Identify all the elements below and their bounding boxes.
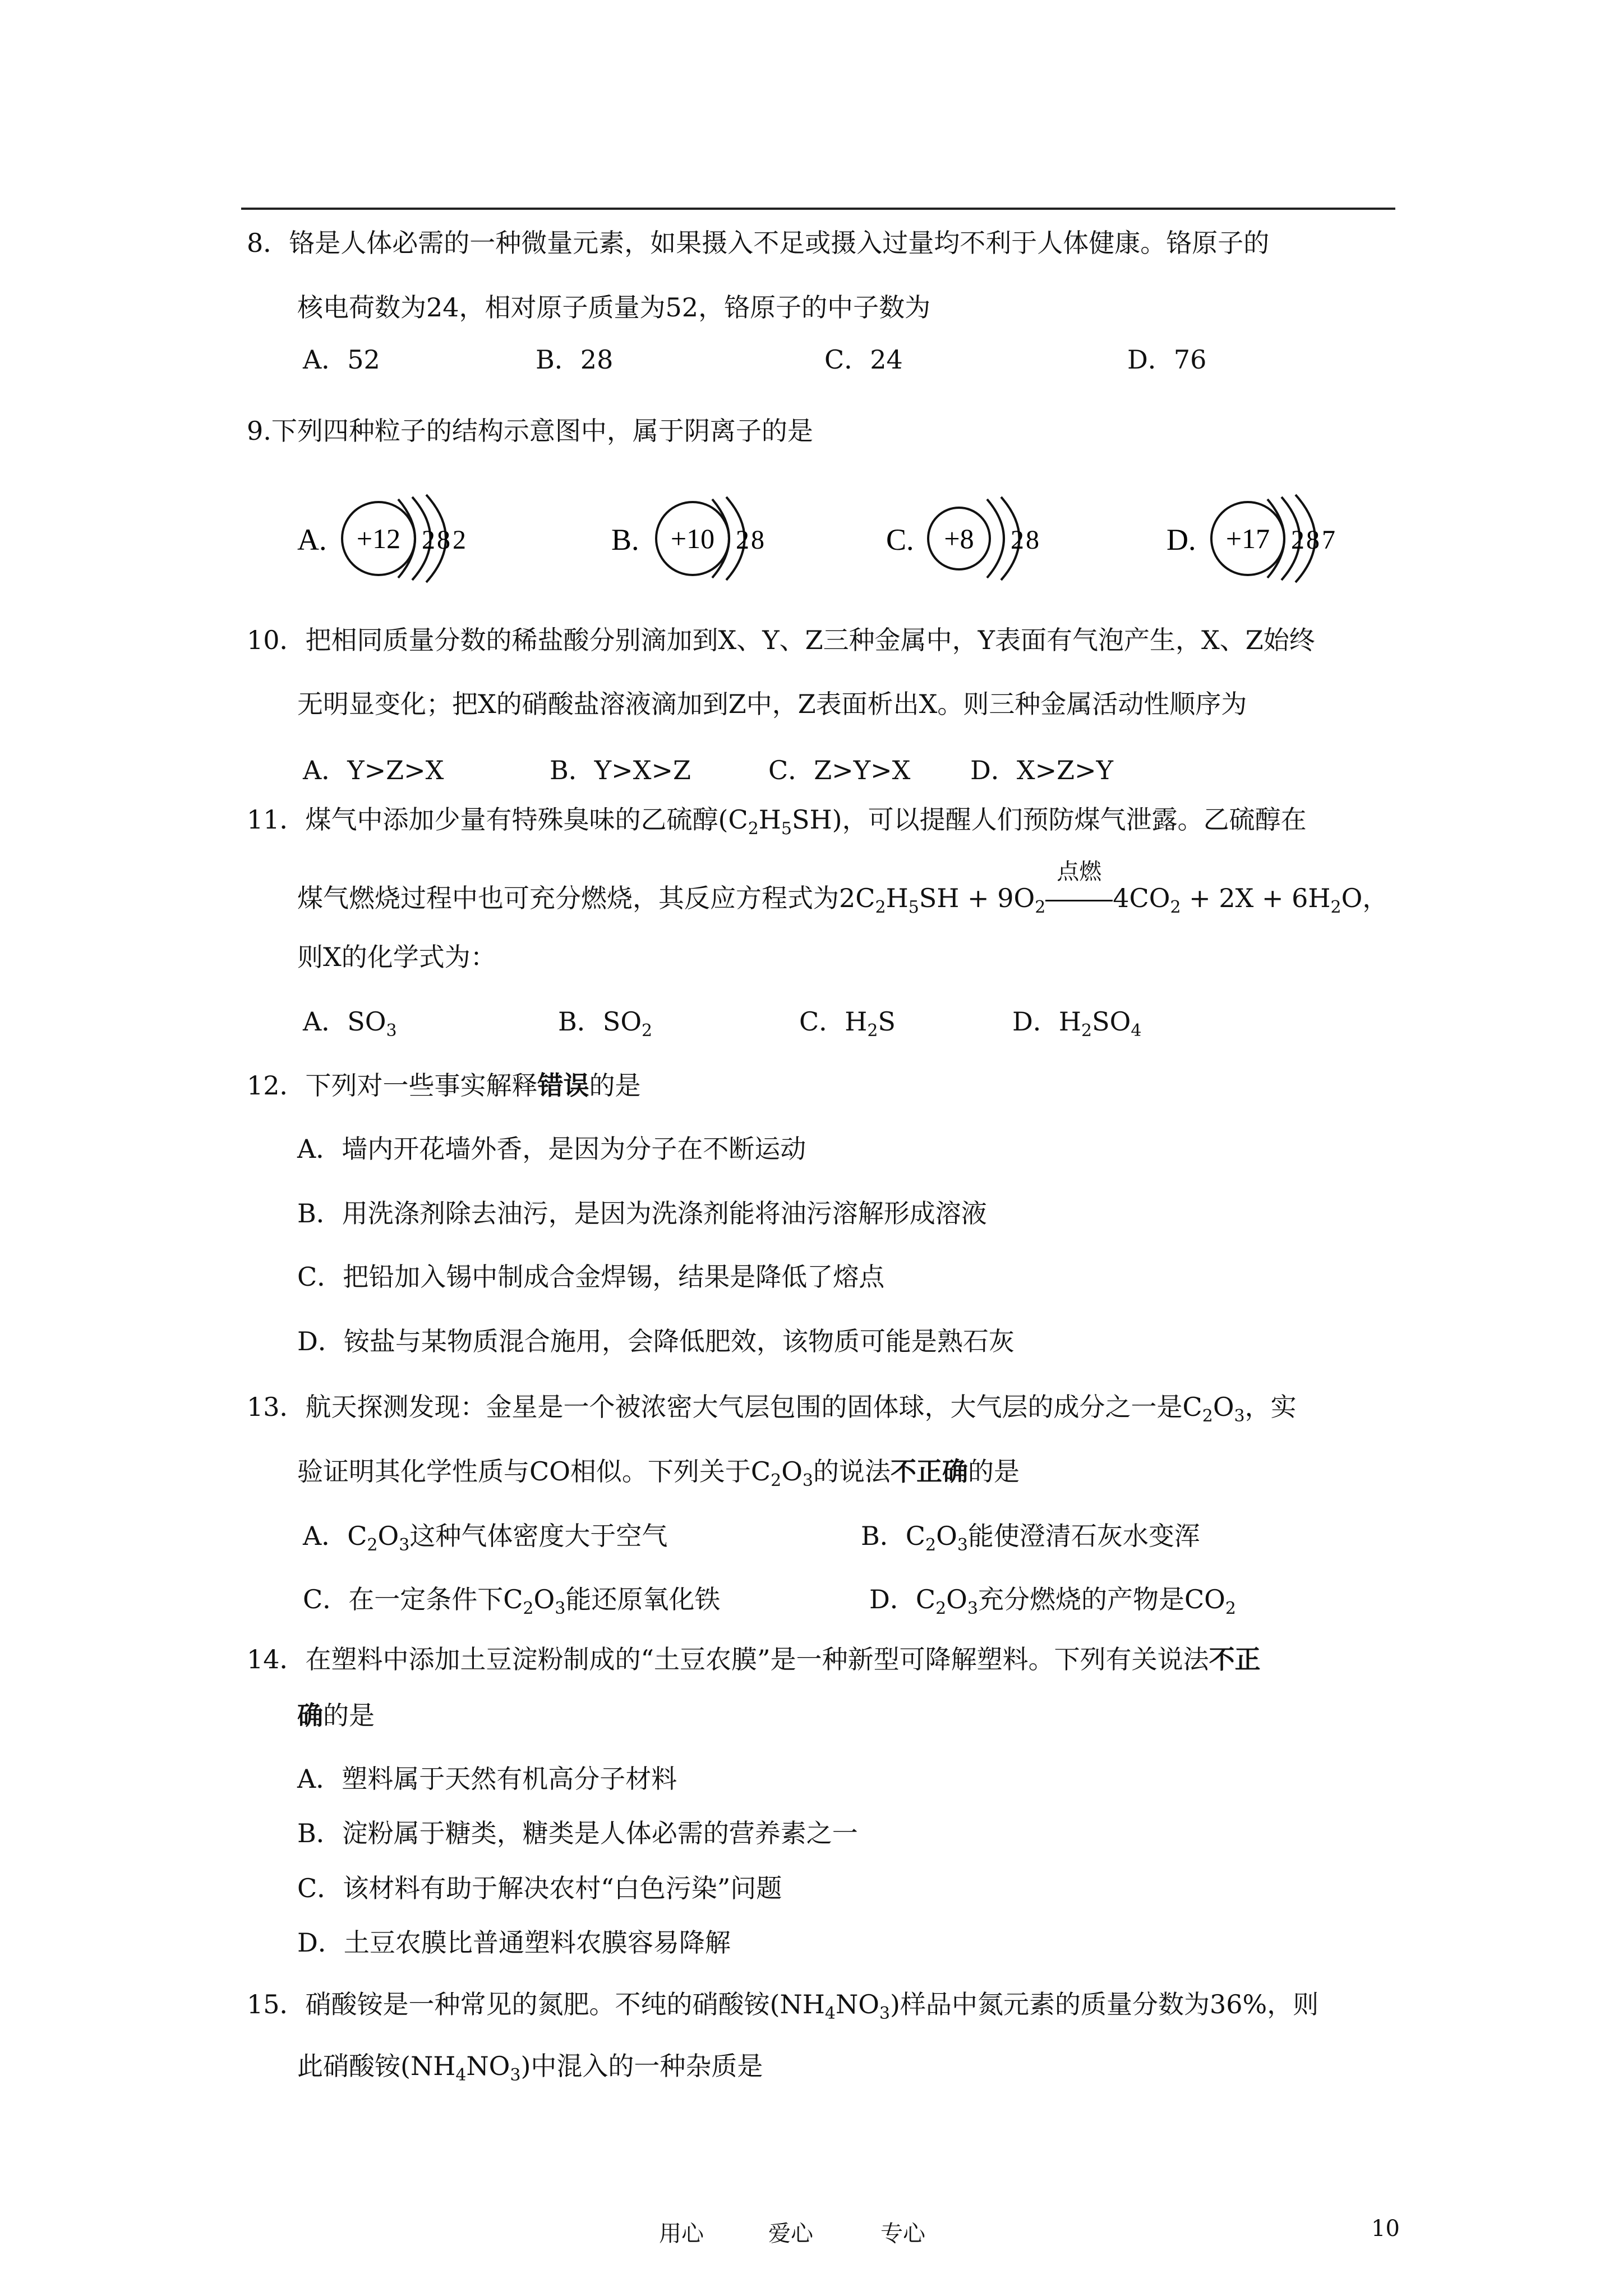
q14-line1: 14．在塑料中添加土豆淀粉制成的“土豆农膜”是一种新型可降解塑料。下列有关说法不正: [247, 1644, 1261, 1674]
q11-option-d: D．$H_2SO_4$: [1012, 1006, 1142, 1041]
footer-word-3: 专心: [880, 2221, 925, 2247]
q13-line1: 13．航天探测发现：金星是一个被浓密大气层包围的固体球，大气层的成分之一是$C_2O_3$，实: [247, 1392, 1297, 1426]
page-number: 10: [1371, 2216, 1400, 2242]
header-rule: [241, 208, 1395, 210]
q11-option-a: A．$SO_3$: [303, 1006, 397, 1041]
atom-diagram-d: [1166, 494, 1391, 583]
q8-option-d: D．76: [1127, 344, 1207, 375]
q8-option-c: C．24: [824, 344, 903, 375]
shell-electrons-a3: 2: [453, 525, 466, 555]
q11-option-c: C．$H_2S$: [799, 1006, 896, 1041]
atom-label-a: A.: [297, 523, 327, 556]
nucleus-charge-b: +10: [670, 523, 715, 554]
footer-word-2: 爱心: [768, 2221, 813, 2247]
q11-equation-line: 煤气燃烧过程中也可充分燃烧，其反应方程式为$2C_2H_5SH + 9O_2$ 点燃 $4CO_2 + 2X + 6H_2O$，: [297, 859, 1389, 917]
shell-electrons-a1: 2: [422, 525, 435, 555]
q14-option-a: A．塑料属于天然有机高分子材料: [297, 1764, 677, 1794]
q10-option-a: A．Y>Z>X: [303, 755, 444, 785]
q8-line2: 核电荷数为24，相对原子质量为52，铬原子的中子数为: [297, 292, 931, 323]
nucleus-charge-a: +12: [356, 523, 401, 554]
atom-label-d: D.: [1166, 523, 1196, 556]
q8-option-b: B．28: [536, 344, 614, 375]
q12-option-d: D．铵盐与某物质混合施用，会降低肥效，该物质可能是熟石灰: [297, 1326, 1015, 1356]
atom-diagram-a: [297, 494, 522, 583]
footer-word-1: 用心: [659, 2221, 704, 2247]
shell-electrons-d3: 7: [1322, 525, 1335, 555]
q11-line1: 11．煤气中添加少量有特殊臭味的乙硫醇$(C_2H_5SH)$，可以提醒人们预防煤气泄露。乙硫醇在: [247, 804, 1307, 839]
q12-option-b: B．用洗涤剂除去油污，是因为洗涤剂能将油污溶解形成溶液: [297, 1198, 987, 1228]
nucleus-charge-d: +17: [1225, 523, 1270, 554]
atom-diagram-b: [611, 494, 836, 583]
atom-diagram-c: [886, 494, 1110, 583]
q8-line1: 8．铬是人体必需的一种微量元素，如果摄入不足或摄入过量均不利于人体健康。铬原子的: [247, 228, 1270, 258]
q15-line1: 15．硝酸铵是一种常见的氮肥。不纯的硝酸铵$(NH_4NO_3)$样品中氮元素的质量分数为36%，则: [247, 1989, 1319, 2023]
reaction-condition: 点燃: [1045, 885, 1113, 911]
shell-electrons-a2: 8: [437, 525, 450, 555]
q12-option-a: A．墙内开花墙外香，是因为分子在不断运动: [297, 1134, 806, 1164]
q14-option-b: B．淀粉属于糖类，糖类是人体必需的营养素之一: [297, 1818, 858, 1848]
q10-option-b: B．Y>X>Z: [550, 755, 691, 785]
q14-option-c: C．该材料有助于解决农村“白色污染”问题: [297, 1873, 782, 1903]
q13-option-d: D．$C_2O_3$充分燃烧的产物是$CO_2$: [869, 1584, 1236, 1618]
shell-electrons-c1: 2: [1011, 525, 1024, 555]
q11-line3: 则X的化学式为：: [297, 942, 496, 972]
q13-option-a: A．$C_2O_3$这种气体密度大于空气: [303, 1521, 668, 1555]
q8-option-a: A．52: [303, 344, 380, 375]
q11-option-b: B．$SO_2$: [558, 1006, 653, 1041]
atom-label-b: B.: [611, 523, 639, 556]
q12-stem: 12．下列对一些事实解释错误的是: [247, 1070, 641, 1101]
nucleus-charge-c: +8: [944, 523, 974, 554]
q14-option-d: D．土豆农膜比普通塑料农膜容易降解: [297, 1927, 731, 1958]
q10-line2: 无明显变化；把X的硝酸盐溶液滴加到Z中，Z表面析出X。则三种金属活动性顺序为: [297, 689, 1247, 719]
q13-option-c: C．在一定条件下$C_2O_3$能还原氧化铁: [303, 1584, 721, 1618]
shell-electrons-b2: 8: [751, 525, 764, 555]
q12-option-c: C．把铅加入锡中制成合金焊锡，结果是降低了熔点: [297, 1262, 885, 1292]
shell-electrons-c2: 8: [1026, 525, 1039, 555]
q10-option-c: C．Z>Y>X: [768, 755, 911, 785]
atom-label-c: C.: [886, 523, 914, 556]
q10-line1: 10．把相同质量分数的稀盐酸分别滴加到X、Y、Z三种金属中，Y表面有气泡产生，X、Z始终: [247, 625, 1315, 655]
q13-line2: 验证明其化学性质与CO相似。下列关于$C_2O_3$的说法不正确的是: [297, 1456, 1020, 1490]
q9-stem: 9.下列四种粒子的结构示意图中，属于阴离子的是: [247, 416, 813, 446]
shell-electrons-b1: 2: [736, 525, 749, 555]
q13-option-b: B．$C_2O_3$能使澄清石灰水变浑: [861, 1521, 1200, 1555]
q14-line2: 确的是: [297, 1700, 375, 1731]
shell-electrons-d2: 8: [1306, 525, 1320, 555]
q10-option-d: D．X>Z>Y: [970, 755, 1114, 785]
shell-electrons-d1: 2: [1291, 525, 1304, 555]
q15-line2: 此硝酸铵$(NH_4NO_3)$中混入的一种杂质是: [297, 2051, 763, 2085]
